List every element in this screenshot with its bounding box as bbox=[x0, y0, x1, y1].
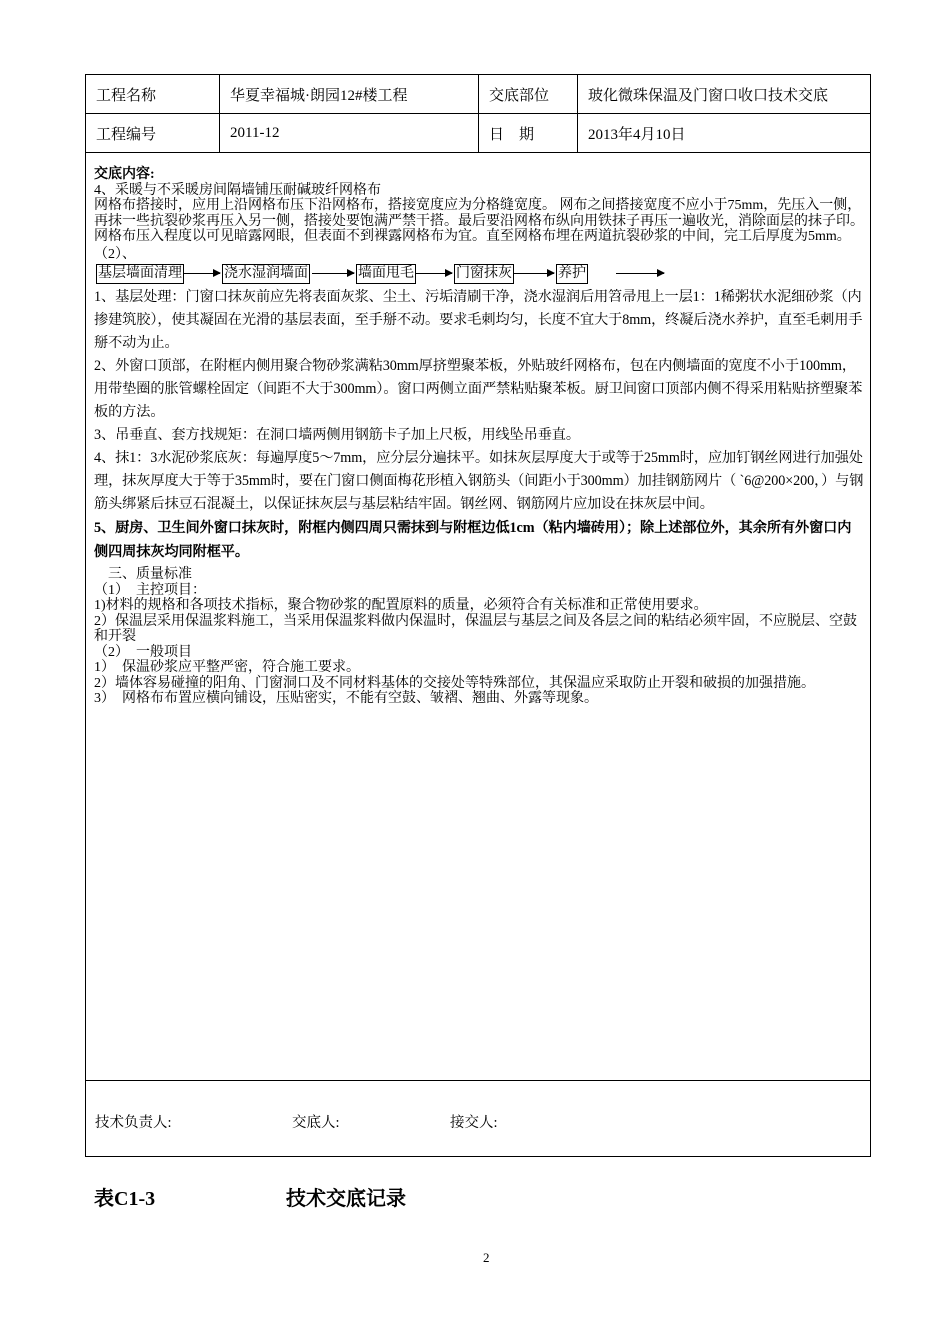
content-body bbox=[94, 167, 864, 707]
quality-title: 三、质量标准 bbox=[94, 567, 192, 582]
flow-step-3: 墙面甩毛 bbox=[356, 264, 416, 284]
table-number: 表C1-3 bbox=[94, 1188, 156, 1210]
item4-title: 4、采暖与不采暖房间隔墙铺压耐碱玻纤网格布 bbox=[94, 182, 381, 198]
quality-main-2: 2）保温层采用保温浆料施工，当采用保温浆料做内保温时，保温层与基层之间及各层之间的粘结必须牢固，不应脱层、空鼓和开裂 bbox=[94, 613, 857, 644]
paragraph-2: 2、外窗口顶部，在附框内侧用聚合物砂浆满粘30mm厚挤塑聚苯板，外贴玻纤网格布，包在内侧墙面的宽度不小于100mm，用带垫圈的胀管螺栓固定（间距不大于300mm）。窗口两侧立面严禁粘贴聚苯板。厨卫间窗口顶部内侧不得采用粘贴挤塑聚苯板的方法。 bbox=[94, 358, 863, 420]
tech-lead-label: 技术负责人: bbox=[95, 1115, 172, 1131]
signature-row bbox=[85, 1080, 871, 1157]
flow-step-2: 浇水湿润墙面 bbox=[222, 264, 310, 284]
paragraph-1: 1、基层处理：门窗口抹灰前应先将表面灰浆、尘土、污垢清刷干净，浇水湿润后用笤帚甩上一层1：1稀粥状水泥细砂浆（内掺建筑胶），使其凝固在光滑的基层表面，至手掰不动。要求毛刺均匀，长度不宜大于8mm，终凝后浇水养护，直至毛刺用手掰不动为止。 bbox=[94, 289, 863, 351]
flow-arrow-1 bbox=[184, 273, 220, 274]
flow-arrow-3 bbox=[416, 273, 452, 274]
quality-general-title: （2） 一般项目 bbox=[94, 644, 192, 660]
flow-arrow-4 bbox=[514, 273, 554, 274]
receiver-label: 接交人: bbox=[450, 1115, 498, 1131]
flow-step-4: 门窗抹灰 bbox=[454, 264, 514, 284]
quality-general-3: 3） 网格布布置应横向铺设，压贴密实，不能有空鼓、皱褶、翘曲、外露等现象。 bbox=[94, 691, 598, 706]
header-row-2 bbox=[86, 114, 871, 153]
item4-body: 网格布搭接时，应用上沿网格布压下沿网格布，搭接宽度应为分格缝宽度。 网布之间搭接宽度不应小于75mm，先压入一侧，再抹一些抗裂砂浆再压入另一侧，搭接处要饱满严禁干搭。最后要沿网格布纵向用铁抹子再压一遍收光，消除面层的抹子印。网格布压入程度以可见暗露网眼，但表面不到裸露网格布为宜。直至网格布埋在两道抗裂砂浆的中间，完工后厚度为5mm。 bbox=[94, 198, 864, 244]
date-value: 2013年4月10日 bbox=[578, 114, 871, 153]
content-heading: 交底内容: bbox=[94, 167, 155, 182]
paragraph-3: 3、吊垂直、套方找规矩：在洞口墙两侧用钢筋卡子加上尺板，用线坠吊垂直。 bbox=[94, 427, 580, 443]
page-number: 2 bbox=[483, 1250, 490, 1265]
record-title: 技术交底记录 bbox=[286, 1188, 406, 1210]
flow-step-5: 养护 bbox=[556, 264, 588, 284]
header-row-1 bbox=[86, 75, 871, 114]
header-table bbox=[85, 74, 871, 153]
flow-step-1: 基层墙面清理 bbox=[96, 264, 184, 284]
paragraph-5: 5、厨房、卫生间外窗口抹灰时，附框内侧四周只需抹到与附框边低1cm（粘内墙砖用）；除上述部位外，其余所有外窗口内侧四周抹灰均同附框平。 bbox=[94, 520, 852, 560]
flow-arrow-5 bbox=[616, 273, 664, 274]
quality-general-2: 2）墙体容易碰撞的阳角、门窗洞口及不同材料基体的交接处等特殊部位，其保温应采取防止开裂和破损的加强措施。 bbox=[94, 675, 815, 691]
project-name-label: 工程名称 bbox=[86, 75, 220, 114]
discloser-label: 交底人: bbox=[292, 1115, 340, 1131]
part2-label: （2）、 bbox=[94, 246, 136, 262]
handover-part-label: 交底部位 bbox=[479, 75, 578, 114]
project-no-value: 2011-12 bbox=[220, 114, 479, 153]
project-name-value: 华夏幸福城·朗园12#楼工程 bbox=[220, 75, 479, 114]
quality-general-1: 1） 保温砂浆应平整严密，符合施工要求。 bbox=[94, 660, 360, 675]
quality-main-1: 1)材料的规格和各项技术指标，聚合物砂浆的配置原料的质量，必须符合有关标准和正常使用要求。 bbox=[94, 598, 708, 613]
flow-arrow-2 bbox=[312, 273, 354, 274]
handover-part-value: 玻化微珠保温及门窗口收口技术交底 bbox=[578, 75, 871, 114]
paragraph-4: 4、抹1：3水泥砂浆底灰：每遍厚度5～7mm，应分层分遍抹平。如抹灰层厚度大于或等于25mm时，应加钉钢丝网进行加强处理，抹灰厚度大于等于35mm时，要在门窗口侧面梅花形植入钢筋头（间距小于300mm）加挂钢筋网片（ `6@200×200，）与钢筋头绑紧后抹豆石混凝土，以保证抹灰层与基层粘结牢固。钢丝网、钢筋网片应加设在抹灰层中间。 bbox=[94, 450, 864, 512]
quality-main-title: （1） 主控项目： bbox=[94, 582, 206, 598]
date-label: 日 期 bbox=[479, 114, 578, 153]
content-cell bbox=[85, 153, 871, 1080]
process-flow bbox=[94, 264, 864, 286]
project-no-label: 工程编号 bbox=[86, 114, 220, 153]
